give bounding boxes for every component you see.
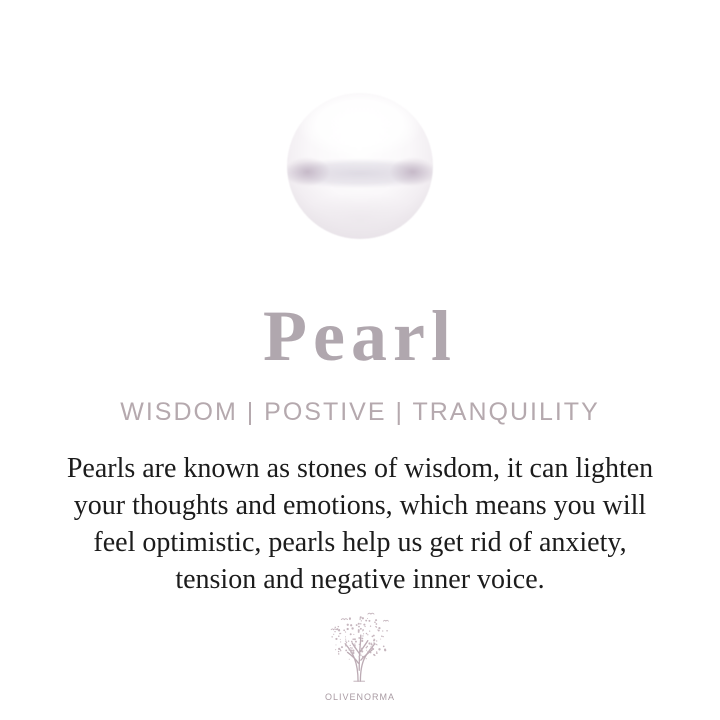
- brand-logo: [0, 610, 720, 702]
- description-line: tension and negative inner voice.: [175, 564, 545, 595]
- description-line: feel optimistic, pearls help us get rid of anxiety,: [93, 527, 627, 558]
- olive-tree-icon: [321, 610, 399, 690]
- description-line: your thoughts and emotions, which means you will: [73, 490, 647, 521]
- brand-name: OLIVENORMA: [324, 692, 395, 702]
- traits-subtitle: WISDOM | POSTIVE | TRANQUILITY: [120, 398, 600, 426]
- pearl-image: [287, 93, 433, 239]
- description-line: Pearls are known as stones of wisdom, it can lighten: [66, 453, 654, 484]
- description-text: [50, 450, 670, 598]
- tree-trunk: [345, 635, 375, 681]
- page-title: Pearl: [263, 296, 457, 376]
